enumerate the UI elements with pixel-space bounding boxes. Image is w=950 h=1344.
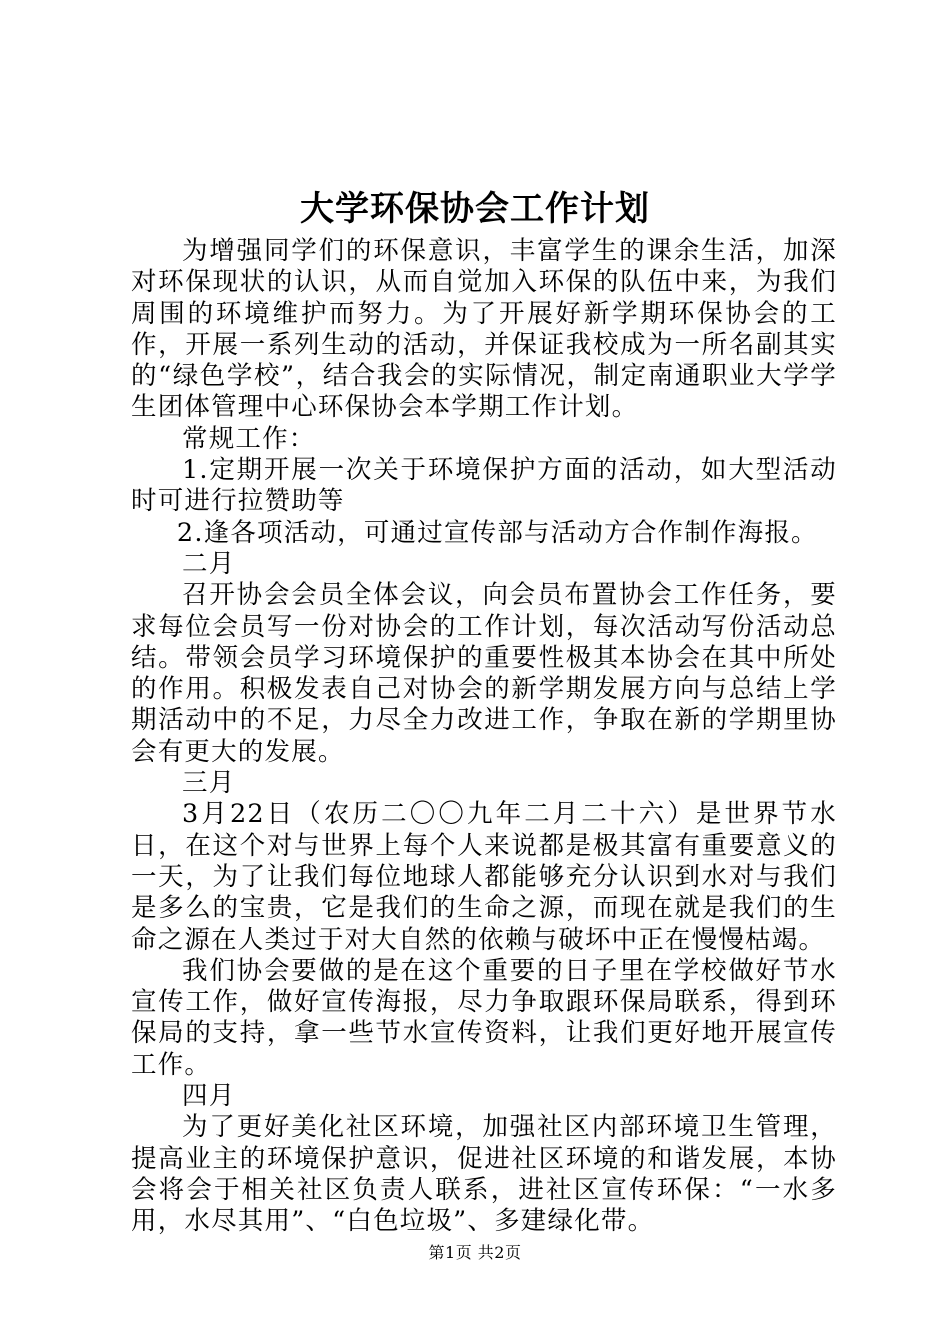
list-item-1: 1.定期开展一次关于环境保护方面的活动，如大型活动时可进行拉赞助等: [131, 455, 837, 517]
paragraph-march-2: 我们协会要做的是在这个重要的日子里在学校做好节水宣传工作，做好宣传海报，尽力争取跟环保局联系，得到环保局的支持，拿一些节水宣传资料，让我们更好地开展宣传工作。: [131, 955, 837, 1080]
document-title: 大学环保协会工作计划: [300, 189, 650, 229]
list-item-2: 2.逢各项活动，可通过宣传部与活动方合作制作海报。: [176, 517, 818, 548]
section-heading-march: 三月: [182, 768, 236, 799]
page-footer: 第1页 共2页: [428, 1243, 522, 1262]
section-heading-april: 四月: [182, 1081, 236, 1112]
paragraph-march-1: 3月22日（农历二〇〇九年二月二十六）是世界节水日，在这个对与世界上每个人来说都是极其富有重要意义的一天，为了让我们每位地球人都能够充分认识到水对与我们是多么的宝贵，它是我们的生命之源，而现在就是我们的生命之源在人类过于对大自然的依赖与破坏中正在慢慢枯竭。: [131, 799, 837, 955]
paragraph-february: 召开协会会员全体会议，向会员布置协会工作任务，要求每位会员写一份对协会的工作计划，每次活动写份活动总结。带领会员学习环境保护的重要性极其本协会在其中所处的作用。积极发表自己对协会的新学期发展方向与总结上学期活动中的不足，力尽全力改进工作，争取在新的学期里协会有更大的发展。: [131, 580, 837, 767]
paragraph-april: 为了更好美化社区环境，加强社区内部环境卫生管理，提高业主的环境保护意识，促进社区环境的和谐发展，本协会将会于相关社区负责人联系，进社区宣传环保：“一水多用，水尽其用”、“白色垃圾”、多建绿化带。: [131, 1112, 837, 1237]
section-heading-february: 二月: [182, 548, 236, 579]
section-heading-routine: 常规工作：: [182, 423, 316, 454]
paragraph-intro: 为增强同学们的环保意识，丰富学生的课余生活，加深对环保现状的认识，从而自觉加入环保的队伍中来，为我们周围的环境维护而努力。为了开展好新学期环保协会的工作，开展一系列生动的活动，并保证我校成为一所名副其实的“绿色学校”，结合我会的实际情况，制定南通职业大学学生团体管理中心环保协会本学期工作计划。: [131, 236, 837, 423]
document-body: [131, 236, 837, 1238]
